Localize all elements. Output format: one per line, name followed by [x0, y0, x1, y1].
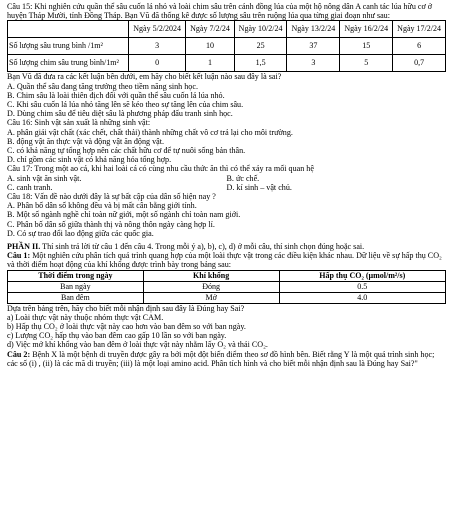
table-cell: 0.5	[279, 281, 445, 292]
q15-intro: Câu 15: Khi nghiên cứu quần thể sâu cuốn lá nhỏ và loài chim sâu trên cánh đồng lúa của một hộ nông dân A canh tác lúa hữu cơ ở huyện Tháp Mười, tỉnh Đồng Tháp. Bạn Vũ đã thống kê được số lượng sâu trên ruộng lúa qua từng giai đoạn như sau:	[7, 2, 433, 21]
table-header-cell: Thời điểm trong ngày	[8, 270, 144, 281]
table-header-row	[8, 21, 446, 38]
table-header-cell: Khí khổng	[143, 270, 279, 281]
q15-option-c: C. Khi sâu cuốn lá lúa nhỏ tăng lên sẽ kéo theo sự tăng lên của chim sâu.	[7, 100, 244, 110]
q17-option-b: B. ức chế.	[226, 173, 260, 183]
c1-item-d: d) Việc mở khí khổng vào ban đêm ở loài thực vật này nhằm lấy O₂ và thải CO₂.	[7, 340, 268, 350]
table-cell: 15	[340, 38, 393, 55]
table-cell: Mở	[143, 292, 279, 303]
table-cell: 5	[340, 55, 393, 72]
q17-options-row-1	[7, 174, 446, 183]
table-cell: 0	[129, 55, 186, 72]
c1-item-a: a) Loài thực vật này thuộc nhóm thực vật CAM.	[7, 312, 164, 322]
table-cell: Ban ngày	[8, 281, 144, 292]
table-header-cell: Ngày 17/2/24	[393, 21, 446, 38]
table-header-cell: Ngày 7/2/24	[186, 21, 234, 38]
q18-option-d: D. Có sự trao đổi lao động giữa các quốc gia.	[7, 228, 154, 238]
table-header-cell: Ngày 13/2/24	[287, 21, 340, 38]
q15-table	[7, 20, 446, 72]
q16-option-d: D. chỉ gồm các sinh vật có khả năng hóa tổng hợp.	[7, 155, 172, 165]
table-header-row	[8, 270, 446, 281]
c1-item-c: c) Lượng CO₂ hấp thụ vào ban đêm cao gấp 10 lần so với ban ngày.	[7, 331, 227, 341]
part2-instructions	[7, 242, 446, 251]
table-row	[8, 281, 446, 292]
q16-option-b: B. động vật ăn thực vật và động vật ăn động vật.	[7, 136, 165, 146]
table-cell: 3	[287, 55, 340, 72]
c2-stem: Bệnh X là một bệnh di truyền được gây ra bởi một đột biến điểm theo sơ đồ hình bên. Biết rằng Y là một quá trình sinh học; các số (i) , (ii) là các mã di truyền; (iii) là một loại amino acid. Phân tích hình và cho biết mỗi nhận định sau là Đúng hay Sai?"	[7, 349, 435, 368]
table-cell: 3	[129, 38, 186, 55]
c2-label: Câu 2:	[7, 349, 31, 359]
table-row	[8, 38, 446, 55]
table-cell: 6	[393, 38, 446, 55]
part2-heading: PHẦN II.	[7, 242, 41, 252]
table-header-cell	[8, 21, 129, 38]
c1-stem-line	[7, 251, 446, 269]
table-cell: Ban đêm	[8, 292, 144, 303]
q16-option-c: C. có khả năng tự tổng hợp nên các chất hữu cơ để tự nuôi sống bản thân.	[7, 146, 246, 156]
table-cell: 10	[186, 38, 234, 55]
table-cell: Đóng	[143, 281, 279, 292]
table-cell: 37	[287, 38, 340, 55]
q16-stem: Câu 16: Sinh vật sản xuất là những sinh vật:	[7, 118, 151, 128]
q15-option-b: B. Chim sâu là loài thiên địch đối với quần thể sâu cuốn lá lúa nhỏ.	[7, 90, 225, 100]
table-row	[8, 292, 446, 303]
q18-option-c: C. Phân bố dân số giữa thành thị và nông thôn ngày càng hợp lí.	[7, 219, 215, 229]
q17-option-d: D. kí sinh – vật chủ.	[226, 182, 292, 192]
part2-instruction-text: Thí sinh trả lời từ câu 1 đến câu 4. Trong mỗi ý a), b), c), d) ở mỗi câu, thí sinh chọn đúng hoặc sai.	[40, 242, 365, 252]
table-row-label: Số lượng chim sâu trung bình/1m²	[8, 55, 129, 72]
table-cell: 4.0	[279, 292, 445, 303]
q18-option-a: A. Phân bố dân số không đều và bị mất cân bằng giới tính.	[7, 201, 197, 211]
q16-option-a: A. phân giải vật chất (xác chết, chất thải) thành những chất vô cơ trả lại cho môi trường.	[7, 127, 293, 137]
table-cell: 25	[234, 38, 287, 55]
q15-option-d: D. Dùng chim sâu để tiêu diệt sâu là phương pháp đấu tranh sinh học.	[7, 109, 233, 119]
table-header-cell: Ngày 5/2/2024	[129, 21, 186, 38]
q18-option-b: B. Một số ngành nghề chỉ toàn nữ giới, một số ngành chỉ toàn nam giới.	[7, 210, 241, 220]
c1-label: Câu 1:	[7, 251, 31, 261]
q15-prompt: Bạn Vũ đã đưa ra các kết luận bên dưới, em hãy cho biết kết luận nào sau đây là sai?	[7, 72, 282, 82]
table-row	[8, 55, 446, 72]
q18-stem: Câu 18: Vấn đề nào dưới đây là sự bất cập của dân số hiện nay ?	[7, 192, 216, 202]
table-header-cell: Ngày 10/2/24	[234, 21, 287, 38]
table-cell: 1	[186, 55, 234, 72]
table-header-cell: Ngày 16/2/24	[340, 21, 393, 38]
q17-stem: Câu 17: Trong một ao cá, khi hai loài cá có cùng nhu cầu thức ăn thì có thể xảy ra mối quan hệ	[7, 164, 314, 174]
c1-table	[7, 270, 446, 304]
c1-stem: Một nghiên cứu phân tích quá trình quang hợp của một loài thực vật trong các điều kiện khác nhau. Dữ liệu về sự hấp thụ CO₂ và thời điểm hoạt động của khí khổng được trình bày trong bảng sau:	[7, 251, 442, 270]
table-row-label: Số lượng sâu trung bình /1m²	[8, 38, 129, 55]
q17-option-a: A. sinh vật ăn sinh vật.	[7, 173, 82, 183]
table-cell: 1,5	[234, 55, 287, 72]
q17-option-c: C. canh tranh.	[7, 182, 53, 192]
q15-option-a: A. Quần thể sâu đang tăng trưởng theo tiềm năng sinh học.	[7, 81, 198, 91]
c2-stem-line	[7, 350, 446, 368]
table-cell: 0,7	[393, 55, 446, 72]
q17-options-row-2	[7, 183, 446, 192]
c1-prompt: Dựa trên bảng trên, hãy cho biết mỗi nhận định sau đây là Đúng hay Sai?	[7, 303, 245, 313]
c1-item-b: b) Hấp thụ CO₂ ở loài thực vật này cao hơn vào ban đêm so với ban ngày.	[7, 322, 246, 332]
table-header-cell: Hấp thụ CO₂ (µmol/m²/s)	[279, 270, 445, 281]
